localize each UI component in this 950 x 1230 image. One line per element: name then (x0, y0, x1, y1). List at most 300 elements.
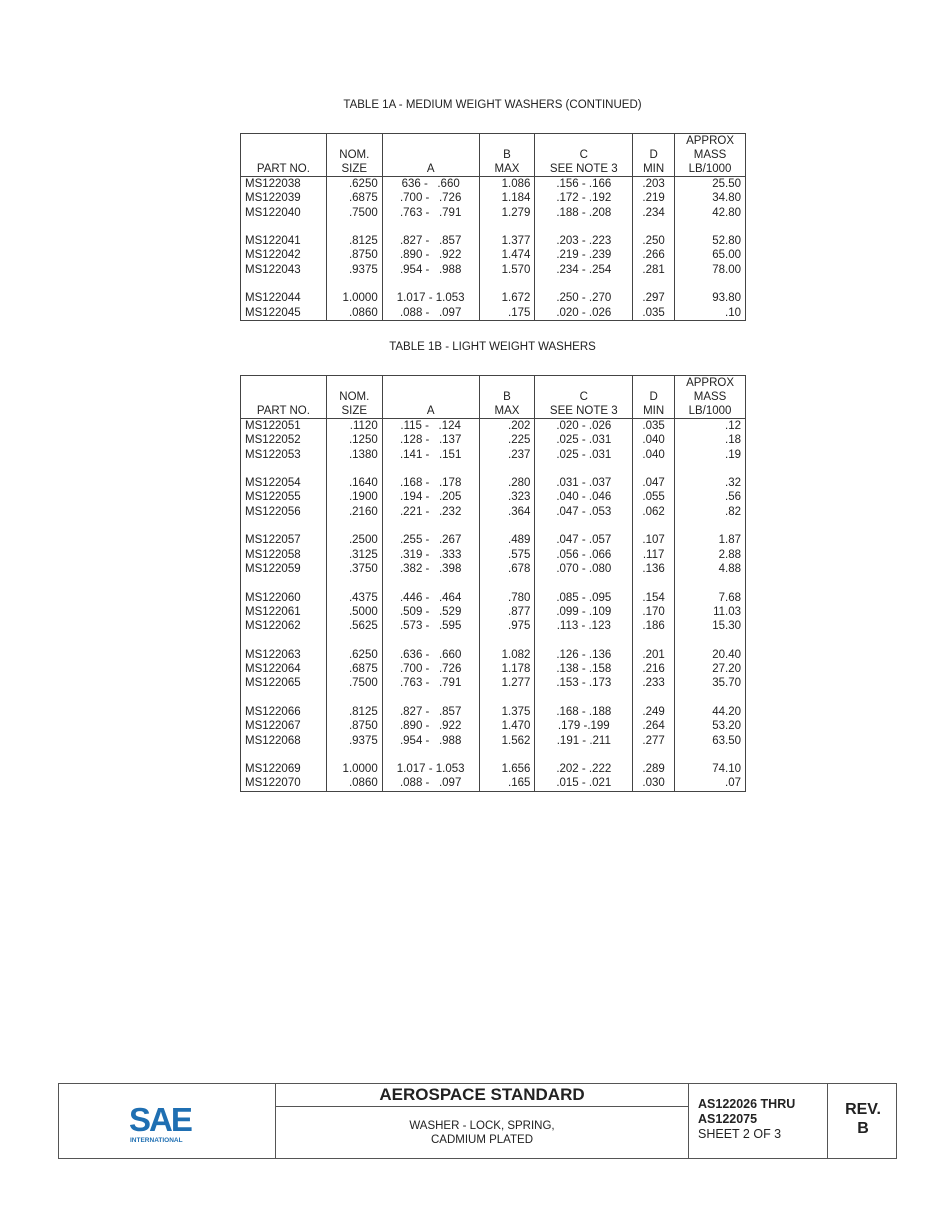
table-cell: .203 (633, 177, 675, 192)
table-cell: .015 - .021 (535, 776, 633, 791)
spacer-cell (326, 220, 382, 234)
table-cell: 2.88 (675, 548, 746, 562)
spacer-cell (382, 220, 479, 234)
table-cell: .020 - .026 (535, 306, 633, 321)
table-cell: 1.0000 (326, 762, 382, 776)
table-cell: 1.377 (479, 234, 535, 248)
table-row (241, 605, 746, 619)
spacer-cell (675, 519, 746, 533)
table-cell: 65.00 (675, 248, 746, 262)
table-cell: 42.80 (675, 206, 746, 220)
table-cell: .6875 (326, 191, 382, 205)
table-cell: MS122066 (241, 705, 327, 719)
table-cell: MS122057 (241, 533, 327, 547)
table-cell: 15.30 (675, 619, 746, 633)
table-cell: .954 - .988 (382, 263, 479, 277)
table-cell: .141 - .151 (382, 448, 479, 462)
spacer-cell (633, 576, 675, 590)
spacer-cell (479, 220, 535, 234)
spacer-cell (382, 576, 479, 590)
table-cell: .055 (633, 490, 675, 504)
table-cell: 20.40 (675, 648, 746, 662)
table-cell: .126 - .136 (535, 648, 633, 662)
table-cell: .165 (479, 776, 535, 791)
table-cell: .234 (633, 206, 675, 220)
table-row (241, 719, 746, 733)
table-cell: .088 - .097 (382, 776, 479, 791)
spacer-cell (326, 462, 382, 476)
spacer-cell (326, 691, 382, 705)
table-cell: .700 - .726 (382, 191, 479, 205)
table-cell: MS122062 (241, 619, 327, 633)
table-cell: .827 - .857 (382, 234, 479, 248)
table-cell: .18 (675, 433, 746, 447)
spacer-cell (675, 576, 746, 590)
table-cell: 1.656 (479, 762, 535, 776)
table-cell: 44.20 (675, 705, 746, 719)
table-cell: MS122068 (241, 734, 327, 748)
spacer-cell (326, 519, 382, 533)
spacer-cell (326, 748, 382, 762)
table-cell: 7.68 (675, 591, 746, 605)
table-cell: 1.562 (479, 734, 535, 748)
table-cell: 1.375 (479, 705, 535, 719)
table-cell: .156 - .166 (535, 177, 633, 192)
table-cell: .1640 (326, 476, 382, 490)
table-1b-caption: TABLE 1B - LIGHT WEIGHT WASHERS (389, 341, 596, 353)
spacer-cell (535, 691, 633, 705)
table-cell: .153 - .173 (535, 676, 633, 690)
table-cell: .186 (633, 619, 675, 633)
table-cell: .085 - .095 (535, 591, 633, 605)
table-cell: 93.80 (675, 291, 746, 305)
table-cell: MS122051 (241, 419, 327, 434)
table-row (241, 248, 746, 262)
table-cell: MS122063 (241, 648, 327, 662)
spacer-cell (633, 748, 675, 762)
table-cell: .8750 (326, 719, 382, 733)
table-header-row (241, 134, 746, 177)
table-cell: .12 (675, 419, 746, 434)
column-header: APPROX MASS LB/1000 (675, 376, 746, 419)
table-row (241, 705, 746, 719)
logo-cell (59, 1084, 276, 1158)
spacer-cell (326, 576, 382, 590)
table-cell: .035 (633, 419, 675, 434)
table-cell: MS122044 (241, 291, 327, 305)
title-block (58, 1083, 897, 1159)
spacer-cell (382, 277, 479, 291)
table-cell: .5000 (326, 605, 382, 619)
table-cell: .128 - .137 (382, 433, 479, 447)
table-cell: .113 - .123 (535, 619, 633, 633)
table-cell: .219 (633, 191, 675, 205)
table-cell: .2500 (326, 533, 382, 547)
sae-logo (129, 1100, 209, 1151)
table-cell: .250 (633, 234, 675, 248)
table-cell: .82 (675, 505, 746, 519)
spacer-cell (535, 576, 633, 590)
table-cell: .088 - .097 (382, 306, 479, 321)
spacer-row (241, 220, 746, 234)
table-cell: 1.017 - 1.053 (382, 762, 479, 776)
table-row (241, 548, 746, 562)
spacer-cell (382, 748, 479, 762)
sheet-number: SHEET 2 OF 3 (698, 1127, 782, 1141)
spacer-cell (479, 277, 535, 291)
spacer-cell (241, 277, 327, 291)
table-cell: .8125 (326, 705, 382, 719)
table-cell: MS122069 (241, 762, 327, 776)
column-header: B MAX (479, 376, 535, 419)
spacer-cell (241, 576, 327, 590)
spacer-cell (535, 633, 633, 647)
spacer-cell (241, 691, 327, 705)
spacer-row (241, 748, 746, 762)
table-cell: .047 - .057 (535, 533, 633, 547)
table-cell: .10 (675, 306, 746, 321)
table-cell: MS122064 (241, 662, 327, 676)
table-row (241, 562, 746, 576)
spacer-cell (675, 277, 746, 291)
spacer-cell (479, 519, 535, 533)
table-row (241, 419, 746, 434)
spacer-cell (633, 277, 675, 291)
table-cell: .9375 (326, 263, 382, 277)
table-cell: .382 - .398 (382, 562, 479, 576)
spacer-cell (241, 748, 327, 762)
table-cell: .219 - .239 (535, 248, 633, 262)
table-cell: .047 (633, 476, 675, 490)
table-cell: .364 (479, 505, 535, 519)
table-row (241, 191, 746, 205)
document-number (689, 1084, 827, 1127)
table-row (241, 306, 746, 321)
table-row (241, 291, 746, 305)
sae-logo-mark (129, 1100, 209, 1146)
table-cell: MS122043 (241, 263, 327, 277)
table-cell: .890 - .922 (382, 719, 479, 733)
table-cell: .250 - .270 (535, 291, 633, 305)
table-cell: 1.086 (479, 177, 535, 192)
table-cell: MS122039 (241, 191, 327, 205)
table-cell: .573 - .595 (382, 619, 479, 633)
table-cell: MS122060 (241, 591, 327, 605)
spacer-cell (633, 691, 675, 705)
table-cell: .6875 (326, 662, 382, 676)
table-cell: MS122055 (241, 490, 327, 504)
table-cell: MS122070 (241, 776, 327, 791)
revision-label: REV. (845, 1101, 881, 1118)
table-cell: .154 (633, 591, 675, 605)
table-row (241, 177, 746, 192)
table-cell: MS122056 (241, 505, 327, 519)
table-cell: 1.184 (479, 191, 535, 205)
table-cell: 1.470 (479, 719, 535, 733)
table-cell: .020 - .026 (535, 419, 633, 434)
doc-number-line-2: AS122075 (698, 1112, 758, 1126)
table-cell: .225 (479, 433, 535, 447)
table-cell: .323 (479, 490, 535, 504)
table-cell: .062 (633, 505, 675, 519)
column-header: NOM. SIZE (326, 376, 382, 419)
table-cell: MS122040 (241, 206, 327, 220)
table-cell: .890 - .922 (382, 248, 479, 262)
table-cell: .1250 (326, 433, 382, 447)
table-cell: .168 - .178 (382, 476, 479, 490)
table-cell: 11.03 (675, 605, 746, 619)
table-cell: .975 (479, 619, 535, 633)
spacer-cell (382, 633, 479, 647)
revision-value: B (857, 1120, 869, 1137)
table-row (241, 533, 746, 547)
spacer-row (241, 691, 746, 705)
table-row (241, 619, 746, 633)
table-cell: .1900 (326, 490, 382, 504)
table-cell: 1.279 (479, 206, 535, 220)
table-cell: .0860 (326, 306, 382, 321)
table-cell: .07 (675, 776, 746, 791)
table-cell: .264 (633, 719, 675, 733)
table-1b (240, 375, 746, 792)
table-cell: .202 (479, 419, 535, 434)
document-number-cell (689, 1084, 828, 1158)
spacer-cell (326, 633, 382, 647)
table-cell: .107 (633, 533, 675, 547)
spacer-cell (675, 748, 746, 762)
table-cell: .1380 (326, 448, 382, 462)
table-cell: .047 - .053 (535, 505, 633, 519)
table-cell: .025 - .031 (535, 448, 633, 462)
column-header: PART NO. (241, 134, 327, 177)
table-cell: MS122041 (241, 234, 327, 248)
table-row (241, 234, 746, 248)
table-1a (240, 133, 746, 321)
table-cell: .281 (633, 263, 675, 277)
table-cell: 52.80 (675, 234, 746, 248)
table-cell: 78.00 (675, 263, 746, 277)
table-cell: 25.50 (675, 177, 746, 192)
table-row (241, 505, 746, 519)
table-cell: .040 - .046 (535, 490, 633, 504)
table-cell: .030 (633, 776, 675, 791)
table-cell: 27.20 (675, 662, 746, 676)
table-cell: .3125 (326, 548, 382, 562)
table-cell: .170 (633, 605, 675, 619)
spacer-cell (633, 462, 675, 476)
column-header: APPROX MASS LB/1000 (675, 134, 746, 177)
table-cell: .8125 (326, 234, 382, 248)
table-cell: .255 - .267 (382, 533, 479, 547)
table-cell: .203 - .223 (535, 234, 633, 248)
table-cell: .289 (633, 762, 675, 776)
table-cell: .249 (633, 705, 675, 719)
svg-text:INTERNATIONAL: INTERNATIONAL (130, 1137, 183, 1144)
table-cell: .6250 (326, 648, 382, 662)
spacer-cell (633, 633, 675, 647)
column-header: A (382, 134, 479, 177)
table-cell: 53.20 (675, 719, 746, 733)
table-cell: .678 (479, 562, 535, 576)
table-cell: MS122042 (241, 248, 327, 262)
table-cell: .700 - .726 (382, 662, 479, 676)
table-cell: MS122052 (241, 433, 327, 447)
table-cell: .234 - .254 (535, 263, 633, 277)
table-cell: .040 (633, 448, 675, 462)
table-cell: .138 - .158 (535, 662, 633, 676)
table-cell: .056 - .066 (535, 548, 633, 562)
table-cell: MS122045 (241, 306, 327, 321)
table-cell: .031 - .037 (535, 476, 633, 490)
spacer-cell (479, 462, 535, 476)
spacer-cell (675, 633, 746, 647)
table-cell: .168 - .188 (535, 705, 633, 719)
table-cell: .7500 (326, 206, 382, 220)
column-header: NOM. SIZE (326, 134, 382, 177)
table-cell: MS122059 (241, 562, 327, 576)
column-header: PART NO. (241, 376, 327, 419)
table-row (241, 776, 746, 791)
table-cell: .489 (479, 533, 535, 547)
table-row (241, 662, 746, 676)
table-cell: MS122053 (241, 448, 327, 462)
spacer-cell (382, 519, 479, 533)
spacer-cell (382, 462, 479, 476)
table-cell: .233 (633, 676, 675, 690)
standard-title: AEROSPACE STANDARD (276, 1084, 688, 1107)
table-cell: .954 - .988 (382, 734, 479, 748)
table-cell: .025 - .031 (535, 433, 633, 447)
table-cell: .19 (675, 448, 746, 462)
table-row (241, 591, 746, 605)
table-cell: .780 (479, 591, 535, 605)
spacer-cell (675, 220, 746, 234)
table-cell: MS122067 (241, 719, 327, 733)
table-cell: .172 - .192 (535, 191, 633, 205)
table-cell: .827 - .857 (382, 705, 479, 719)
spacer-cell (675, 462, 746, 476)
table-cell: .179 -.199 (535, 719, 633, 733)
spacer-cell (535, 519, 633, 533)
table-cell: .6250 (326, 177, 382, 192)
column-header: D MIN (633, 376, 675, 419)
table-cell: .040 (633, 433, 675, 447)
table-cell: .0860 (326, 776, 382, 791)
spacer-cell (382, 691, 479, 705)
table-cell: .237 (479, 448, 535, 462)
table-cell: MS122038 (241, 177, 327, 192)
column-header: B MAX (479, 134, 535, 177)
spacer-cell (241, 633, 327, 647)
table-cell: .575 (479, 548, 535, 562)
table-row (241, 648, 746, 662)
title-cell (276, 1084, 689, 1158)
spacer-cell (479, 748, 535, 762)
column-header: D MIN (633, 134, 675, 177)
table-cell: .509 - .529 (382, 605, 479, 619)
table-row (241, 263, 746, 277)
spacer-cell (241, 462, 327, 476)
table-cell: .117 (633, 548, 675, 562)
table-cell: 1.474 (479, 248, 535, 262)
spacer-row (241, 633, 746, 647)
revision (828, 1084, 898, 1138)
table-row (241, 206, 746, 220)
table-cell: .070 - .080 (535, 562, 633, 576)
table-cell: .319 - .333 (382, 548, 479, 562)
table-cell: .115 - .124 (382, 419, 479, 434)
table-row (241, 448, 746, 462)
table-1a-caption: TABLE 1A - MEDIUM WEIGHT WASHERS (CONTINUED) (343, 99, 642, 111)
subtitle-line-2: CADMIUM PLATED (430, 1134, 534, 1146)
table-cell: .8750 (326, 248, 382, 262)
table-cell: 4.88 (675, 562, 746, 576)
table-cell: .5625 (326, 619, 382, 633)
column-header: C SEE NOTE 3 (535, 134, 633, 177)
spacer-cell (535, 220, 633, 234)
table-row (241, 433, 746, 447)
svg-text:SAE: SAE (129, 1101, 191, 1138)
table-cell: 1.017 - 1.053 (382, 291, 479, 305)
table-row (241, 476, 746, 490)
table-cell: MS122065 (241, 676, 327, 690)
spacer-cell (535, 462, 633, 476)
table-row (241, 762, 746, 776)
table-row (241, 676, 746, 690)
table-cell: 1.672 (479, 291, 535, 305)
spacer-row (241, 462, 746, 476)
table-row (241, 734, 746, 748)
table-cell: 1.87 (675, 533, 746, 547)
table-cell: .56 (675, 490, 746, 504)
table-cell: .7500 (326, 676, 382, 690)
table-cell: .175 (479, 306, 535, 321)
doc-number-line-1: AS122026 THRU (698, 1097, 796, 1111)
table-cell: .446 - .464 (382, 591, 479, 605)
spacer-cell (535, 748, 633, 762)
column-header: C SEE NOTE 3 (535, 376, 633, 419)
table-cell: 1.277 (479, 676, 535, 690)
table-cell: 74.10 (675, 762, 746, 776)
table-cell: .280 (479, 476, 535, 490)
table-cell: 1.082 (479, 648, 535, 662)
spacer-cell (479, 691, 535, 705)
table-cell: 636 - .660 (382, 177, 479, 192)
table-cell: .202 - .222 (535, 762, 633, 776)
table-cell: .191 - .211 (535, 734, 633, 748)
table-cell: 1.0000 (326, 291, 382, 305)
table-cell: .32 (675, 476, 746, 490)
table-cell: .3750 (326, 562, 382, 576)
subtitle-line-1: WASHER - LOCK, SPRING, (409, 1120, 555, 1132)
table-cell: .877 (479, 605, 535, 619)
table-cell: .221 - .232 (382, 505, 479, 519)
table-cell: .035 (633, 306, 675, 321)
spacer-cell (479, 633, 535, 647)
table-cell: .266 (633, 248, 675, 262)
table-cell: .277 (633, 734, 675, 748)
spacer-row (241, 576, 746, 590)
table-header-row (241, 376, 746, 419)
table-cell: MS122058 (241, 548, 327, 562)
table-cell: .763 - .791 (382, 676, 479, 690)
table-cell: MS122054 (241, 476, 327, 490)
standard-subtitle (276, 1107, 688, 1147)
spacer-cell (633, 220, 675, 234)
table-cell: 1.570 (479, 263, 535, 277)
spacer-cell (241, 519, 327, 533)
spacer-cell (535, 277, 633, 291)
